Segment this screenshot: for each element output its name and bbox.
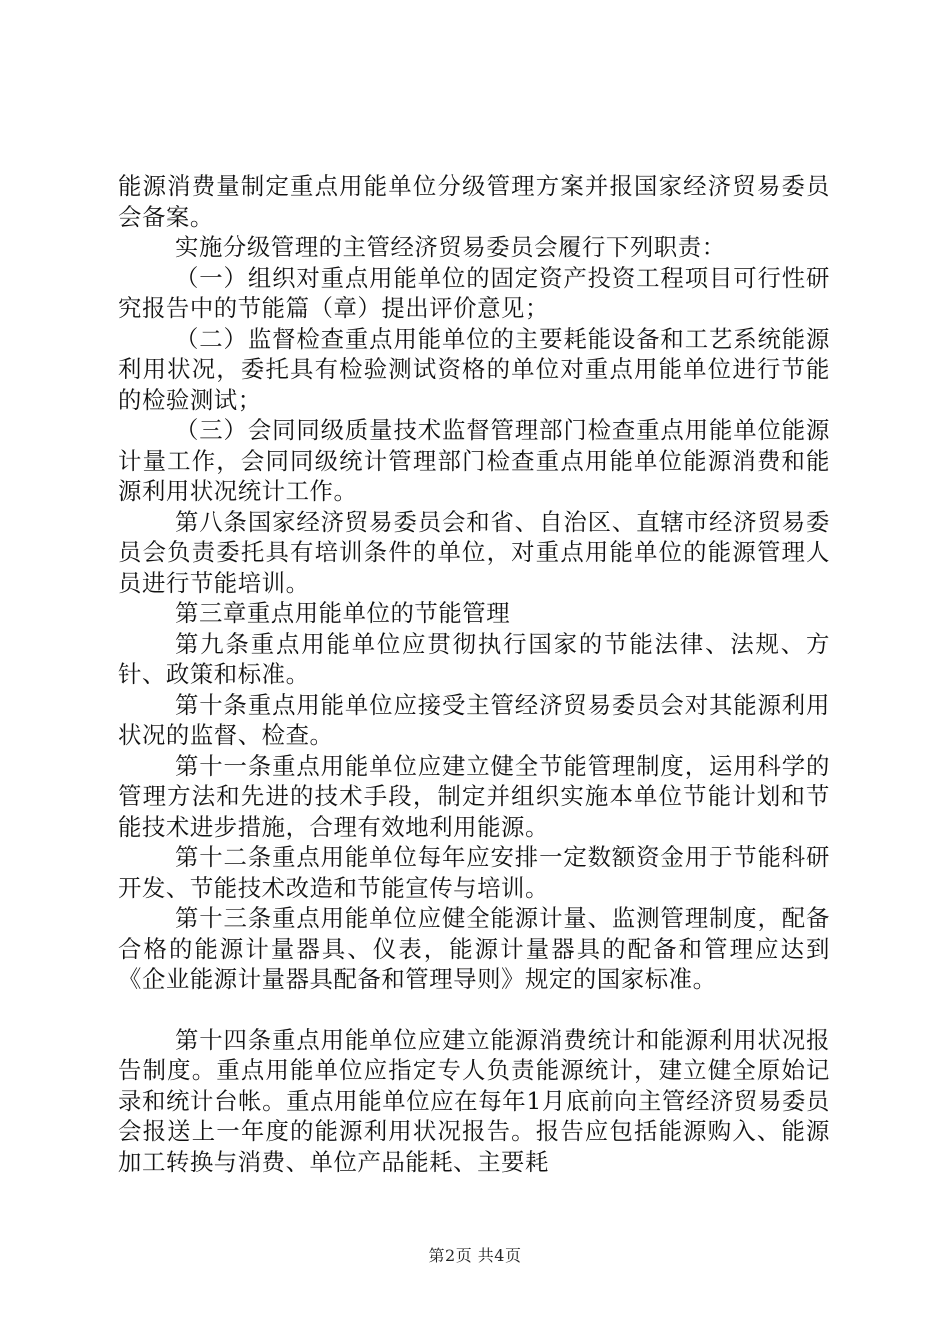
- paragraph-8: 第九条重点用能单位应贯彻执行国家的节能法律、法规、方针、政策和标准。: [118, 629, 830, 688]
- chapter-heading: 第三章重点用能单位的节能管理: [175, 599, 511, 627]
- paragraph-11: 第十二条重点用能单位每年应安排一定数额资金用于节能科研开发、节能技术改造和节能宣传与培训。: [118, 843, 830, 902]
- paragraph-10: 第十一条重点用能单位应建立健全节能管理制度，运用科学的管理方法和先进的技术手段，制定并组织实施本单位节能计划和节能技术进步措施，合理有效地利用能源。: [118, 751, 830, 841]
- paragraph-1: 能源消费量制定重点用能单位分级管理方案并报国家经济贸易委员会备案。: [118, 172, 830, 231]
- paragraph-2: 实施分级管理的主管经济贸易委员会履行下列职责：: [175, 233, 726, 261]
- paragraph-9: 第十条重点用能单位应接受主管经济贸易委员会对其能源利用状况的监督、检查。: [118, 690, 830, 749]
- paragraph-6: 第八条国家经济贸易委员会和省、自治区、直辖市经济贸易委员会负责委托具有培训条件的单位，对重点用能单位的能源管理人员进行节能培训。: [118, 507, 830, 597]
- document-body: [118, 171, 830, 1177]
- paragraph-5: （三）会同同级质量技术监督管理部门检查重点用能单位能源计量工作，会同同级统计管理部门检查重点用能单位能源消费和能源利用状况统计工作。: [118, 416, 830, 505]
- paragraph-13: 第十四条重点用能单位应建立能源消费统计和能源利用状况报告制度。重点用能单位应指定专人负责能源统计，建立健全原始记录和统计台帐。重点用能单位应在每年1月底前向主管经济贸易委员会报送上一年度的能源利用状况报告。报告应包括能源购入、能源加工转换与消费、单位产品能耗、主要耗: [118, 1025, 830, 1176]
- paragraph-12: 第十三条重点用能单位应健全能源计量、监测管理制度，配备合格的能源计量器具、仪表，能源计量器具的配备和管理应达到《企业能源计量器具配备和管理导则》规定的国家标准。: [118, 904, 830, 993]
- paragraph-gap: [118, 995, 830, 1025]
- page-number-footer: 第2页 共4页: [428, 1246, 522, 1265]
- paragraph-3: （一）组织对重点用能单位的固定资产投资工程项目可行性研究报告中的节能篇（章）提出评价意见；: [118, 263, 830, 322]
- paragraph-4: （二）监督检查重点用能单位的主要耗能设备和工艺系统能源利用状况，委托具有检验测试资格的单位对重点用能单位进行节能的检验测试；: [118, 324, 830, 414]
